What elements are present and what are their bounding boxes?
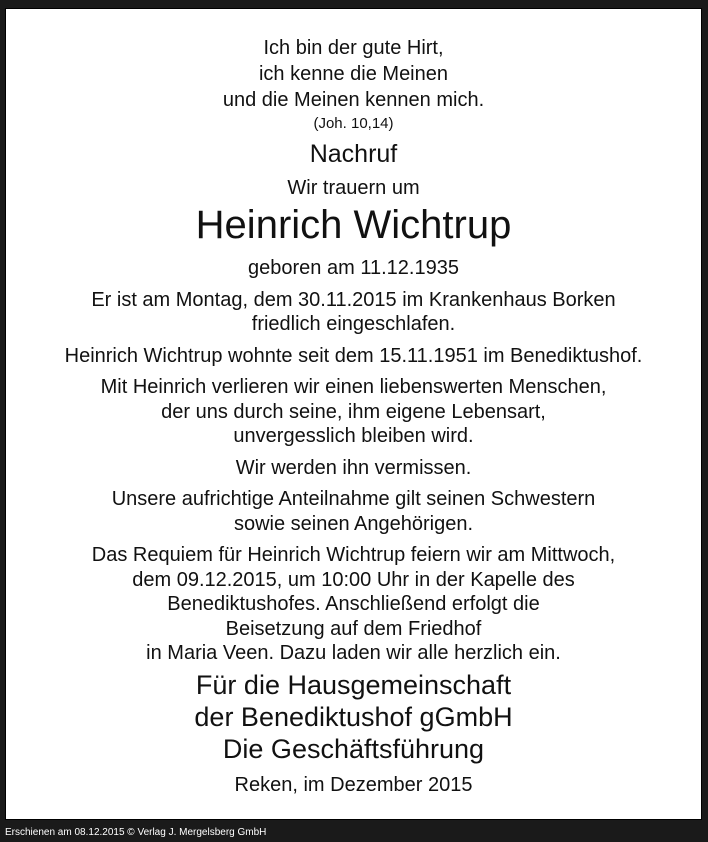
- paragraph-line: sowie seinen Angehörigen.: [233, 512, 474, 535]
- paragraph-line: friedlich eingeschlafen.: [251, 313, 456, 335]
- place-date: Reken, im Dezember 2015: [234, 774, 473, 796]
- paragraph-line: der uns durch seine, ihm eigene Lebensart,: [161, 400, 546, 423]
- paragraph-line: Er ist am Montag, dem 30.11.2015 im Krankenhaus Borken: [91, 288, 616, 311]
- verse-line: ich kenne die Meinen: [258, 63, 448, 85]
- notice-body: [6, 256, 701, 666]
- intro-text: Wir trauern um: [287, 177, 420, 199]
- signature-line: Für die Hausgemeinschaft: [195, 670, 512, 700]
- verse-line: Ich bin der gute Hirt,: [263, 37, 444, 59]
- signature-line: der Benediktushof gGmbH: [194, 702, 513, 732]
- paragraph-line: in Maria Veen. Dazu laden wir alle herzlich ein.: [146, 642, 561, 664]
- verse-line: und die Meinen kennen mich.: [222, 89, 485, 111]
- paragraph-line: Heinrich Wichtrup wohnte seit dem 15.11.1951 im Benediktushof.: [64, 344, 643, 367]
- signature-block: [6, 669, 701, 765]
- heading: Nachruf: [309, 140, 398, 168]
- paragraph-line: Wir werden ihn vermissen.: [235, 456, 472, 479]
- paragraph-line: Unsere aufrichtige Anteilnahme gilt seinen Schwestern: [111, 488, 596, 510]
- publication-footer: Erschienen am 08.12.2015 © Verlag J. Mergelsberg GmbH: [5, 827, 267, 838]
- paragraph-line: Das Requiem für Heinrich Wichtrup feiern wir am Mittwoch,: [91, 544, 616, 566]
- paragraph-line: Mit Heinrich verlieren wir einen liebenswerten Menschen,: [100, 376, 607, 398]
- paragraph-line: Beisetzung auf dem Friedhof: [225, 617, 482, 640]
- obituary-notice: [5, 8, 702, 820]
- paragraph-line: dem 09.12.2015, um 10:00 Uhr in der Kapelle des: [132, 568, 575, 591]
- paragraph-line: unvergesslich bleiben wird.: [233, 425, 474, 447]
- birth-date: geboren am 11.12.1935: [248, 257, 459, 279]
- paragraph-line: Benediktushofes. Anschließend erfolgt die: [167, 593, 540, 615]
- bible-verse: [6, 35, 701, 135]
- signature-line: Die Geschäftsführung: [222, 734, 485, 764]
- verse-source: (Joh. 10,14): [313, 115, 394, 132]
- deceased-name: Heinrich Wichtrup: [195, 203, 512, 247]
